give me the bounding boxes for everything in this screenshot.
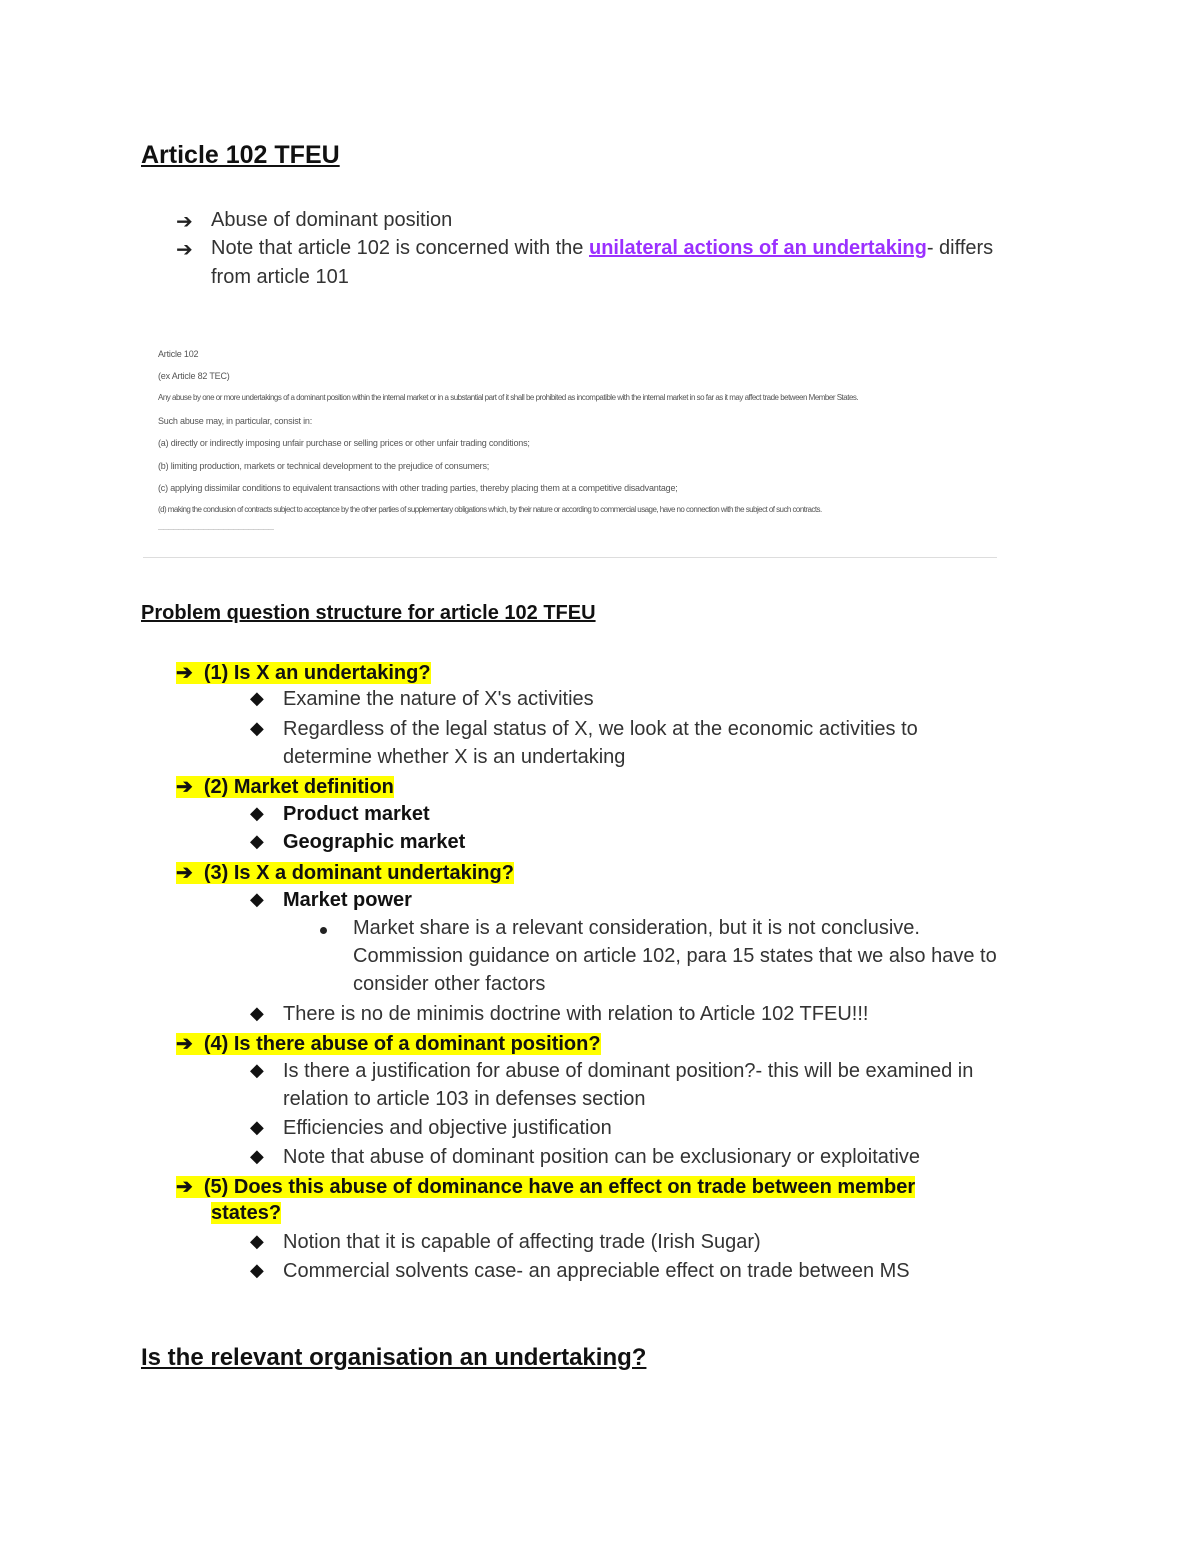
- q1-heading: [176, 660, 431, 685]
- diamond-bullet-icon: ◆: [250, 803, 264, 823]
- unilateral-actions-link[interactable]: unilateral actions of an undertaking: [589, 237, 927, 259]
- arrow-icon: ➔: [176, 862, 204, 884]
- list-item: Notion that it is capable of affecting trade (Irish Sugar): [283, 1231, 761, 1253]
- list-item: Efficiencies and objective justification: [283, 1117, 612, 1139]
- intro-bullet-2: [211, 237, 993, 260]
- diamond-bullet-icon: ◆: [250, 718, 264, 738]
- article-excerpt-line: Such abuse may, in particular, consist in:: [158, 416, 313, 426]
- arrow-icon: ➔: [176, 239, 193, 261]
- q3-heading: [176, 860, 514, 885]
- q3-heading-text: (3) Is X a dominant undertaking?: [203, 862, 514, 884]
- list-item-cont: determine whether X is an undertaking: [283, 746, 626, 768]
- section-heading: Problem question structure for article 102 TFEU: [141, 602, 596, 624]
- diamond-bullet-icon: ◆: [250, 1146, 264, 1166]
- list-item: Regardless of the legal status of X, we look at the economic activities to: [283, 718, 918, 740]
- section-heading: Is the relevant organisation an undertaking?: [141, 1344, 647, 1371]
- list-item-cont: Commission guidance on article 102, para 15 states that we also have to: [353, 945, 997, 967]
- diamond-bullet-icon: ◆: [250, 831, 264, 851]
- list-item: Market share is a relevant consideration, but it is not conclusive.: [353, 917, 920, 939]
- arrow-icon: ➔: [176, 1176, 204, 1198]
- q5-heading: [176, 1174, 915, 1199]
- diamond-bullet-icon: ◆: [250, 1231, 264, 1251]
- diamond-bullet-icon: ◆: [250, 889, 264, 909]
- list-item: Note that abuse of dominant position can be exclusionary or exploitative: [283, 1146, 921, 1168]
- diamond-bullet-icon: ◆: [250, 688, 264, 708]
- diamond-bullet-icon: ◆: [250, 1117, 264, 1137]
- article-excerpt-line: Any abuse by one or more undertakings of a dominant position within the internal market or in a substantial part of it shall be prohibited as incompatible with the internal market in so far as it may affect trade between Member States.: [158, 393, 859, 402]
- article-excerpt-line: (c) applying dissimilar conditions to equivalent transactions with other trading parties, thereby placing them at a competitive disadvantage;: [158, 483, 678, 493]
- q4-heading-text: (4) Is there abuse of a dominant position?: [203, 1033, 601, 1055]
- diamond-bullet-icon: ◆: [250, 1260, 264, 1280]
- list-item-cont: relation to article 103 in defenses section: [283, 1088, 646, 1110]
- q5-heading-cont: [211, 1202, 281, 1225]
- article-excerpt-line: Article 102: [158, 349, 199, 359]
- intro-bullet-2-cont: from article 101: [211, 266, 349, 288]
- list-item: Is there a justification for abuse of dominant position?- this will be examined in: [283, 1060, 974, 1082]
- list-item: Product market: [283, 803, 430, 825]
- diamond-bullet-icon: ◆: [250, 1060, 264, 1080]
- page-title: Article 102 TFEU: [141, 141, 340, 169]
- intro-bullet-2-suffix: - differs: [926, 237, 994, 259]
- diamond-bullet-icon: ◆: [250, 1003, 264, 1023]
- list-item: Examine the nature of X's activities: [283, 688, 594, 710]
- article-excerpt-line: (ex Article 82 TEC): [158, 371, 230, 381]
- q2-heading-text: (2) Market definition: [203, 776, 394, 798]
- article-excerpt-line: (b) limiting production, markets or technical development to the prejudice of consumers;: [158, 461, 490, 471]
- article-excerpt-line: (a) directly or indirectly imposing unfair purchase or selling prices or other unfair trading conditions;: [158, 438, 530, 448]
- q2-heading: [176, 774, 394, 799]
- list-item: Market power: [283, 889, 412, 911]
- q5-heading-text: (5) Does this abuse of dominance have an effect on trade between member: [203, 1176, 916, 1198]
- q4-heading: [176, 1031, 601, 1056]
- arrow-icon: ➔: [176, 211, 193, 233]
- list-item: Geographic market: [283, 831, 466, 853]
- list-item: There is no de minimis doctrine with relation to Article 102 TFEU!!!: [283, 1003, 869, 1025]
- intro-bullet-1: Abuse of dominant position: [211, 209, 453, 231]
- intro-bullet-2-text: Note that article 102 is concerned with the: [211, 237, 589, 259]
- arrow-icon: ➔: [176, 1033, 204, 1055]
- dot-bullet-icon: [320, 927, 327, 934]
- q1-heading-text: (1) Is X an undertaking?: [203, 662, 431, 684]
- divider: [143, 557, 997, 558]
- arrow-icon: ➔: [176, 776, 204, 798]
- q5-heading-cont-text: states?: [211, 1202, 282, 1224]
- arrow-icon: ➔: [176, 662, 204, 684]
- article-excerpt-line: (d) making the conclusion of contracts subject to acceptance by the other parties of supplementary obligations which, by their nature or according to commercial usage, have no connection with the subject of such contracts.: [158, 505, 822, 514]
- list-item: Commercial solvents case- an appreciable effect on trade between MS: [283, 1260, 910, 1282]
- article-excerpt-line: ———————————————————————: [158, 527, 273, 533]
- list-item-cont: consider other factors: [353, 973, 546, 995]
